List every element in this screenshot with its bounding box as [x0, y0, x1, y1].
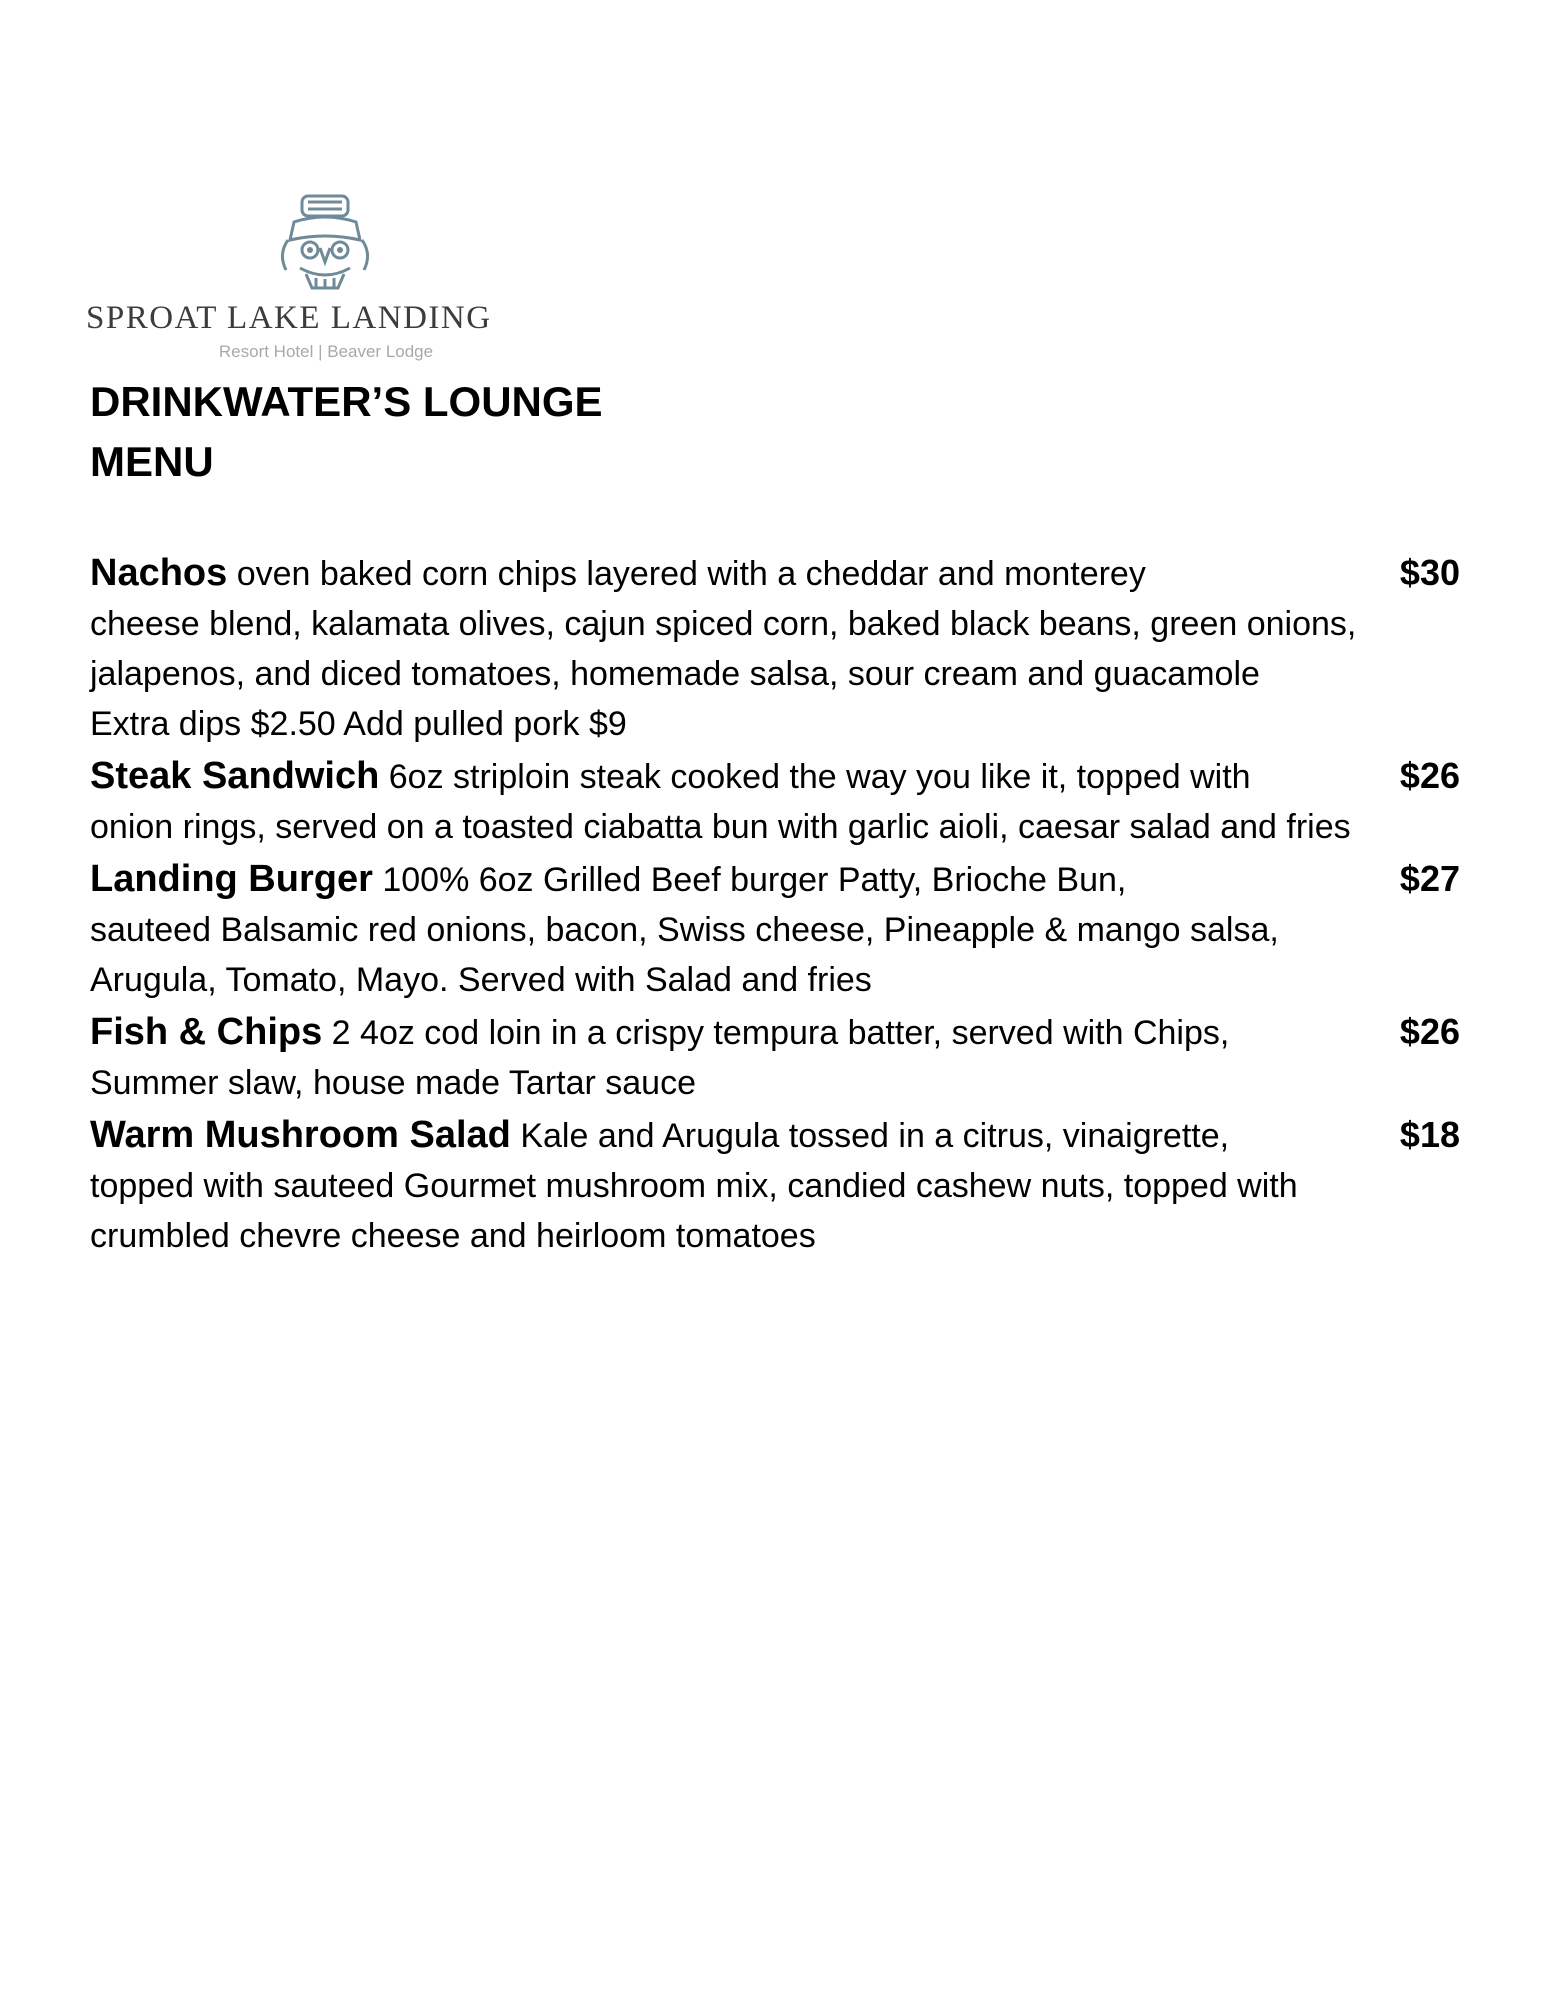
menu-item-landing-burger	[90, 854, 1460, 1005]
carved-totem-emblem-icon	[272, 192, 378, 294]
resort-logo	[86, 192, 566, 367]
item-price: $27	[1399, 858, 1460, 899]
item-name: Fish & Chips	[90, 1011, 323, 1053]
menu-item-nachos	[90, 548, 1460, 749]
title-line-1: DRINKWATER’S LOUNGE	[90, 378, 603, 425]
item-description-first-line: oven baked corn chips layered with a cheddar and monterey	[227, 555, 1146, 593]
page-title	[90, 372, 603, 492]
item-description-first-line: 100% 6oz Grilled Beef burger Patty, Brioche Bun,	[372, 861, 1127, 899]
item-description-first-line: 2 4oz cod loin in a crispy tempura batter, served with Chips,	[322, 1014, 1230, 1052]
menu-item-fish-and-chips	[90, 1007, 1460, 1108]
item-description-first-line: 6oz striploin steak cooked the way you like it, topped with	[379, 758, 1251, 796]
menu-item-steak-sandwich	[90, 751, 1460, 852]
item-description: sauteed Balsamic red onions, bacon, Swiss cheese, Pineapple & mango salsa, Arugula, Tomato, Mayo. Served with Salad and fries	[90, 911, 1279, 999]
item-description-first-line: Kale and Arugula tossed in a citrus, vinaigrette,	[510, 1117, 1230, 1155]
item-price: $18	[1399, 1114, 1460, 1155]
menu-item-warm-mushroom-salad	[90, 1110, 1460, 1261]
resort-name: SPROAT LAKE LANDING	[86, 300, 492, 336]
item-name: Landing Burger	[90, 858, 373, 900]
item-price: $26	[1399, 1011, 1460, 1052]
item-description: onion rings, served on a toasted ciabatta bun with garlic aioli, caesar salad and fries	[90, 808, 1351, 846]
resort-tagline: Resort Hotel | Beaver Lodge	[218, 342, 434, 361]
item-extras: Extra dips $2.50 Add pulled pork $9	[90, 705, 627, 743]
item-description: topped with sauteed Gourmet mushroom mix, candied cashew nuts, topped with crumbled chevre cheese and heirloom tomatoes	[90, 1167, 1298, 1255]
item-name: Warm Mushroom Salad	[90, 1114, 511, 1156]
item-description: cheese blend, kalamata olives, cajun spiced corn, baked black beans, green onions, jalapenos, and diced tomatoes, homemade salsa, sour cream and guacamole	[90, 605, 1357, 693]
item-name: Steak Sandwich	[90, 755, 380, 797]
item-description: Summer slaw, house made Tartar sauce	[90, 1064, 696, 1102]
menu-list	[90, 548, 1460, 1263]
title-line-2: MENU	[90, 438, 214, 485]
item-price: $30	[1399, 552, 1460, 593]
item-name: Nachos	[90, 552, 228, 594]
item-price: $26	[1399, 755, 1460, 796]
